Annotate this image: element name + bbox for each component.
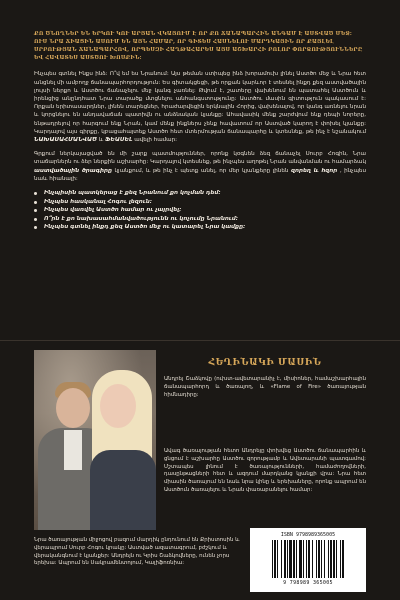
intro-text: Ինչպես գտնել Ինքս ինձ: Ո՞վ եմ ես Նրանում: Այս թեման ստիպեց ինձ խորամուխ լինել Աստծո մեջ և Նրա հետ անցնել մի ամբողջ ճանապարհորդություն: Ես գիտակցեցի, թե որքան կարևոր է տեսնել ինքդ քեզ աստվածային լույսի ներքո և Աստծու ճանաչելու մեջ կանգ չառնել: Թվում է, շատերը վախենում են պատահել Աստծուն և իրենցից անընդհատ Նրա տարածք մտցնելու անհանգստությունը: Աստծու մասին գիտություն պակասում է: Որքան երիտասարդներ, լինեն տարեցներ, հրաժարվեցին երկնային Հորից, վախենալով, որ կանգ առնելու նրան և կորցնելու են անդավաճան պատիվն ու անձնական կյանքը: Ահավասիկ մենք շարժվում ենք դեպի նորերը, ենթադրելով որ հարգում ենք Նրան, կամ մենք ինքներս չենք հավատում որ Աստված կարող է փոխել կյանքը: Կարդալով այս գիրքը, կբացահայտեք Աստծո հետ մտերմության ճանապարհը և կտեսնեք, թե ինչ է նշանակում [34, 71, 366, 135]
questions-list [34, 189, 366, 232]
bullet-icon [34, 209, 37, 212]
author-section [34, 350, 366, 535]
description-text-b: կյանքում, և թե ինչ է պետք անել, որ մեր կյանքերը լինեն [114, 167, 289, 174]
bullet-icon [34, 201, 37, 204]
author-bio-1: Անդրեյ Շաձկովը (ուխտ-ավետարանիչ է, միսիոներ, համաշխարհային ճանապարհորդ և ծառայող, և «Flame of Fire» ծառայության հիմնադիրը: [164, 376, 366, 398]
question-item: Ինչպես գտնել ինքդ քեզ Աստծո մեջ ու կատարել Նրա կամքը: [34, 223, 366, 232]
isbn-barcode [250, 528, 366, 592]
author-photo [34, 350, 156, 530]
author-bio-2: Ավագ ծառայության հետո Անդրեյը փոխվեց Աստծու ճանապարհին և ցնցում է աշխարհը Աստծու զորությամբ և Ավետարանի պատգամով: Մշտապես լինում է ծառայությունների, համաժողովների, դասընթացների հետ և ազդում մարդկանց կյանքի վրա: Նրա հետ միասին ծառայում են նաև նրա կինը և երեխաները, որոնք ապրում են Աստծուն ծառայելու և Նրան փառաբանելու համար: [164, 448, 366, 493]
description-paragraph [34, 150, 366, 183]
question-item: Ինչպիսին պատկերաց է քեզ Նրանում քո կոչման դեմ: [34, 189, 366, 198]
question-item: Ինչպես վառվել Աստծո համար ու չայրվել: [34, 206, 366, 215]
description-text-c: , ինչպես նաև հիանալի: [34, 167, 366, 182]
author-heading: ՀԵՂԻՆԱԿԻ ՄԱՍԻՆ [208, 358, 322, 368]
emphasis-predestined: ՆԱԽԱՍԱՀՄԱՆՎԱԾ [34, 137, 97, 143]
question-item: Ինչպես հասկանալ Հոգու լեզուն: [34, 198, 366, 207]
author-bio-3: Նրա ծառայության միջոցով բազում մարդիկ ընդունում են Քրիստոսին և վերապրում Սուրբ Հոգու կրակը: Աստված ազատագրում, բժշկում և վերականգնում է կյանքեր: Անդրեյն ու Կրիս Շաձկովները, ունեն չորս երեխա: Ապրում են Սակրամենտոյում, Կալիֆոռնիա: [34, 537, 240, 567]
isbn-label: ISBN 9798989365005 [280, 532, 336, 538]
emphasis-second: ՖԵԱՍԵԼ [105, 137, 133, 143]
bullet-icon [34, 218, 37, 221]
description-text-a: Գրքում ներկայացված են մի շարք պատմություններ, որոնք կօգնեն ձեզ ճանաչել Սուրբ Հոգին, Նրա տաճարներն ու ձեր ներքին աշխարհը: Կարդալով կտեսնեք, թե ինչպես աղոթել Նրան անվանման ու համարձակ [34, 151, 366, 166]
bullet-icon [34, 226, 37, 229]
intro-end: ավելի համար: [134, 137, 178, 143]
bullet-icon [34, 192, 37, 195]
question-item: Ո՞րն է քո նախասահմանվածությունն ու կոչումը Նրանում: [34, 215, 366, 224]
barcode-bars [256, 540, 360, 578]
headline: ՔՈ ԾՆՈՂՆԵՐ ԵՆ ԵՐԿՈՒ ԿՈՒ ԱՐՅԱՆ ՎԿԱՅՈՒՄ Է ՈՐ ՔՈ ՃԱՆԱՊԱՐՀԻՆ ԱՆԳԱՄ Է ԱՍՏՎԱԾ ՄԵՋ: ՈՒՍ ՆՐԱ ՃԻԱՑԻՆ ԱՍՈՒՄ ԵՆ ԱՅՆ ՀԱՄԱՐ, ՈՐ ԳԻՏԵՍ ՀԱՍՆԵԼՈՒ ՄԱՐԴԿԱՅԻՆ ՈՐ ՔԱՅԼԵԼ ՍՐԲՈՒԹՅԱՆ ՃԱՆԱՊԱՐՀՈՎ, ՈՐՊԵՍԶԻ ՀԱՂԹԱՀԱՐԵՍ ԱՅՍ ԱՇԽԱՐՀԻ ԲՈԼՈՐ ՓՈՐՁՈՒԹՅՈՒՆՆԵՐԸ ԵՎ ՀԱՎԱՏԵՍ ԱՍՏԾՈՒ ԽՈՍՔԻՆ: [34, 31, 363, 62]
intro-paragraph [34, 70, 366, 144]
isbn-digits: 9 798989 365005 [283, 580, 333, 586]
emphasis-strong-mighty: զորեղ և հզոր [290, 167, 338, 174]
emphasis-divine-plan: աստվածային ծրագիրը [34, 167, 112, 174]
section-divider [0, 340, 400, 341]
intro-conjunction: և [98, 137, 104, 143]
